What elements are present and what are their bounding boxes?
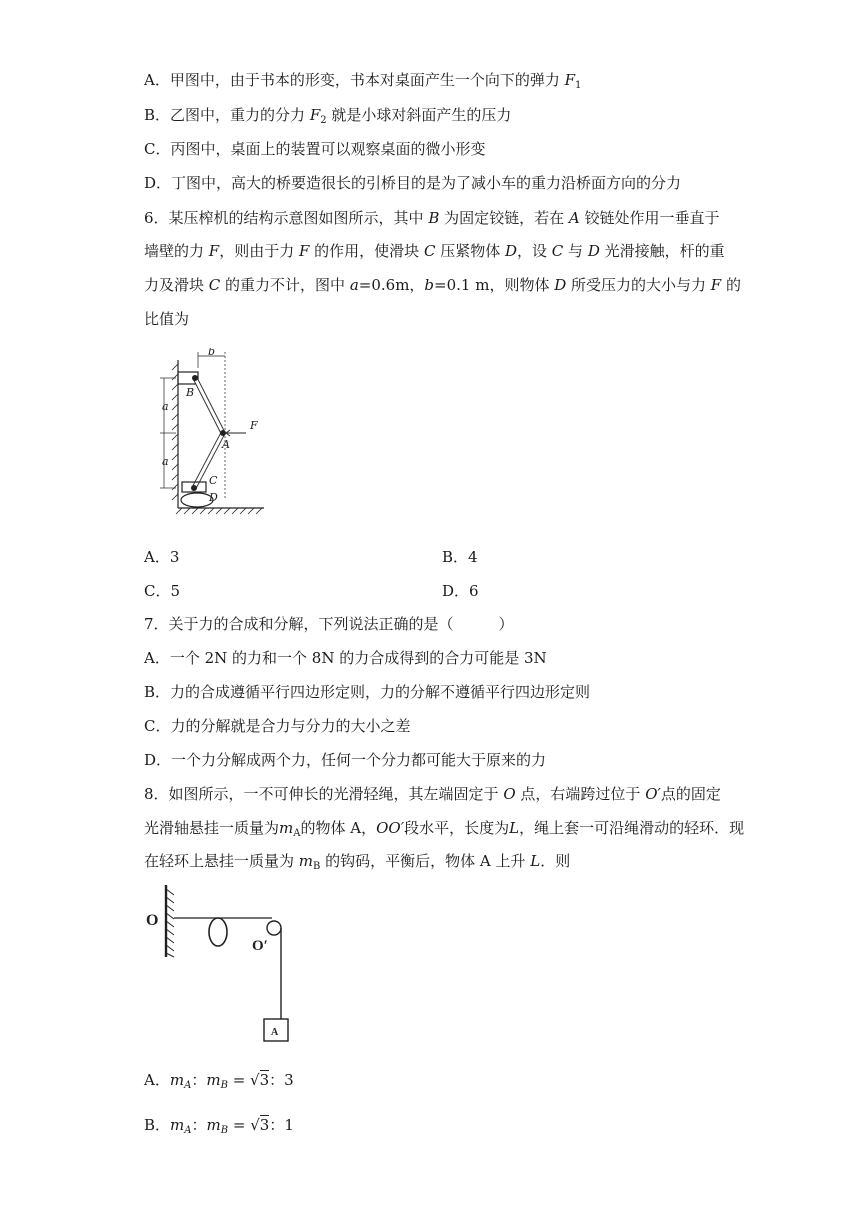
label-A: A — [222, 438, 230, 451]
label-a1: a — [162, 400, 169, 413]
q6-option-d: D．6 — [442, 582, 479, 600]
sqrt-sign: √ — [250, 1116, 260, 1134]
q6-option-b: B．4 — [442, 548, 478, 566]
press-machine-figure — [150, 348, 270, 520]
q8-stem-line3: 在轻环上悬挂一质量为 $m_B$ 的钩码，平衡后，物体 A 上升 L．则 — [144, 852, 571, 872]
q8-option-a: A．$m_A$：$m_B = √3$：3 — [144, 1071, 294, 1091]
q7-option-c: C．力的分解就是合力与分力的大小之差 — [144, 717, 411, 735]
sqrt-sign: √ — [250, 1071, 260, 1089]
q6-option-a: A．3 — [144, 548, 180, 566]
q5-option-d: D．丁图中，高大的桥要造很长的引桥目的是为了减小车的重力沿桥面方向的分力 — [144, 174, 682, 192]
label-O-prime: O′ — [252, 938, 268, 954]
label-b: b — [208, 348, 216, 358]
q6-option-c: C．5 — [144, 582, 181, 600]
q8-stem-line2: 光滑轴悬挂一质量为$m_A$的物体 A，OO′段水平，长度为L，绳上套一可沿绳滑动的轻环．现 — [144, 819, 745, 839]
q5-option-a: A．甲图中，由于书本的形变，书本对桌面产生一个向下的弹力 $F_1$ — [144, 71, 582, 91]
q5-option-b: B．乙图中，重力的分力 $F_2$ 就是小球对斜面产生的压力 — [144, 106, 512, 126]
q7-option-d: D．一个力分解成两个力，任何一个分力都可能大于原来的力 — [144, 751, 547, 769]
label-B: B — [186, 386, 195, 399]
q8-option-b: B．$m_A$：$m_B = √3$：1 — [144, 1116, 294, 1136]
q5-option-c: C．丙图中，桌面上的装置可以观察桌面的微小形变 — [144, 140, 486, 158]
q7-stem: 7．关于力的合成和分解，下列说法正确的是（ ） — [144, 615, 514, 633]
label-A-block: A — [271, 1027, 279, 1038]
q6-stem-line3: 力及滑块 C 的重力不计，图中 a=0.6m，b=0.1 m，则物体 D 所受压力的大小与力 F 的 — [144, 276, 741, 294]
q8-stem-line1: 8．如图所示，一不可伸长的光滑轻绳，其左端固定于 O 点，右端跨过位于 O′点的固定 — [144, 785, 721, 803]
rope-pulley-figure — [140, 885, 300, 1045]
label-C: C — [209, 474, 218, 487]
q7-option-b: B．力的合成遵循平行四边形定则，力的分解不遵循平行四边形定则 — [144, 683, 591, 701]
q6-stem-line4: 比值为 — [144, 310, 190, 328]
label-a2: a — [162, 455, 169, 468]
q6-stem-line2: 墙壁的力 F，则由于力 F 的作用，使滑块 C 压紧物体 D，设 C 与 D 光滑接触，杆的重 — [144, 242, 725, 260]
label-F: F — [250, 419, 258, 432]
label-O: O — [146, 912, 159, 929]
q6-stem-line1: 6．某压榨机的结构示意图如图所示，其中 B 为固定铰链，若在 A 铰链处作用一垂直于 — [144, 209, 720, 227]
q7-option-a: A．一个 2N 的力和一个 8N 的力合成得到的合力可能是 3N — [144, 649, 547, 667]
label-D: D — [209, 491, 218, 504]
